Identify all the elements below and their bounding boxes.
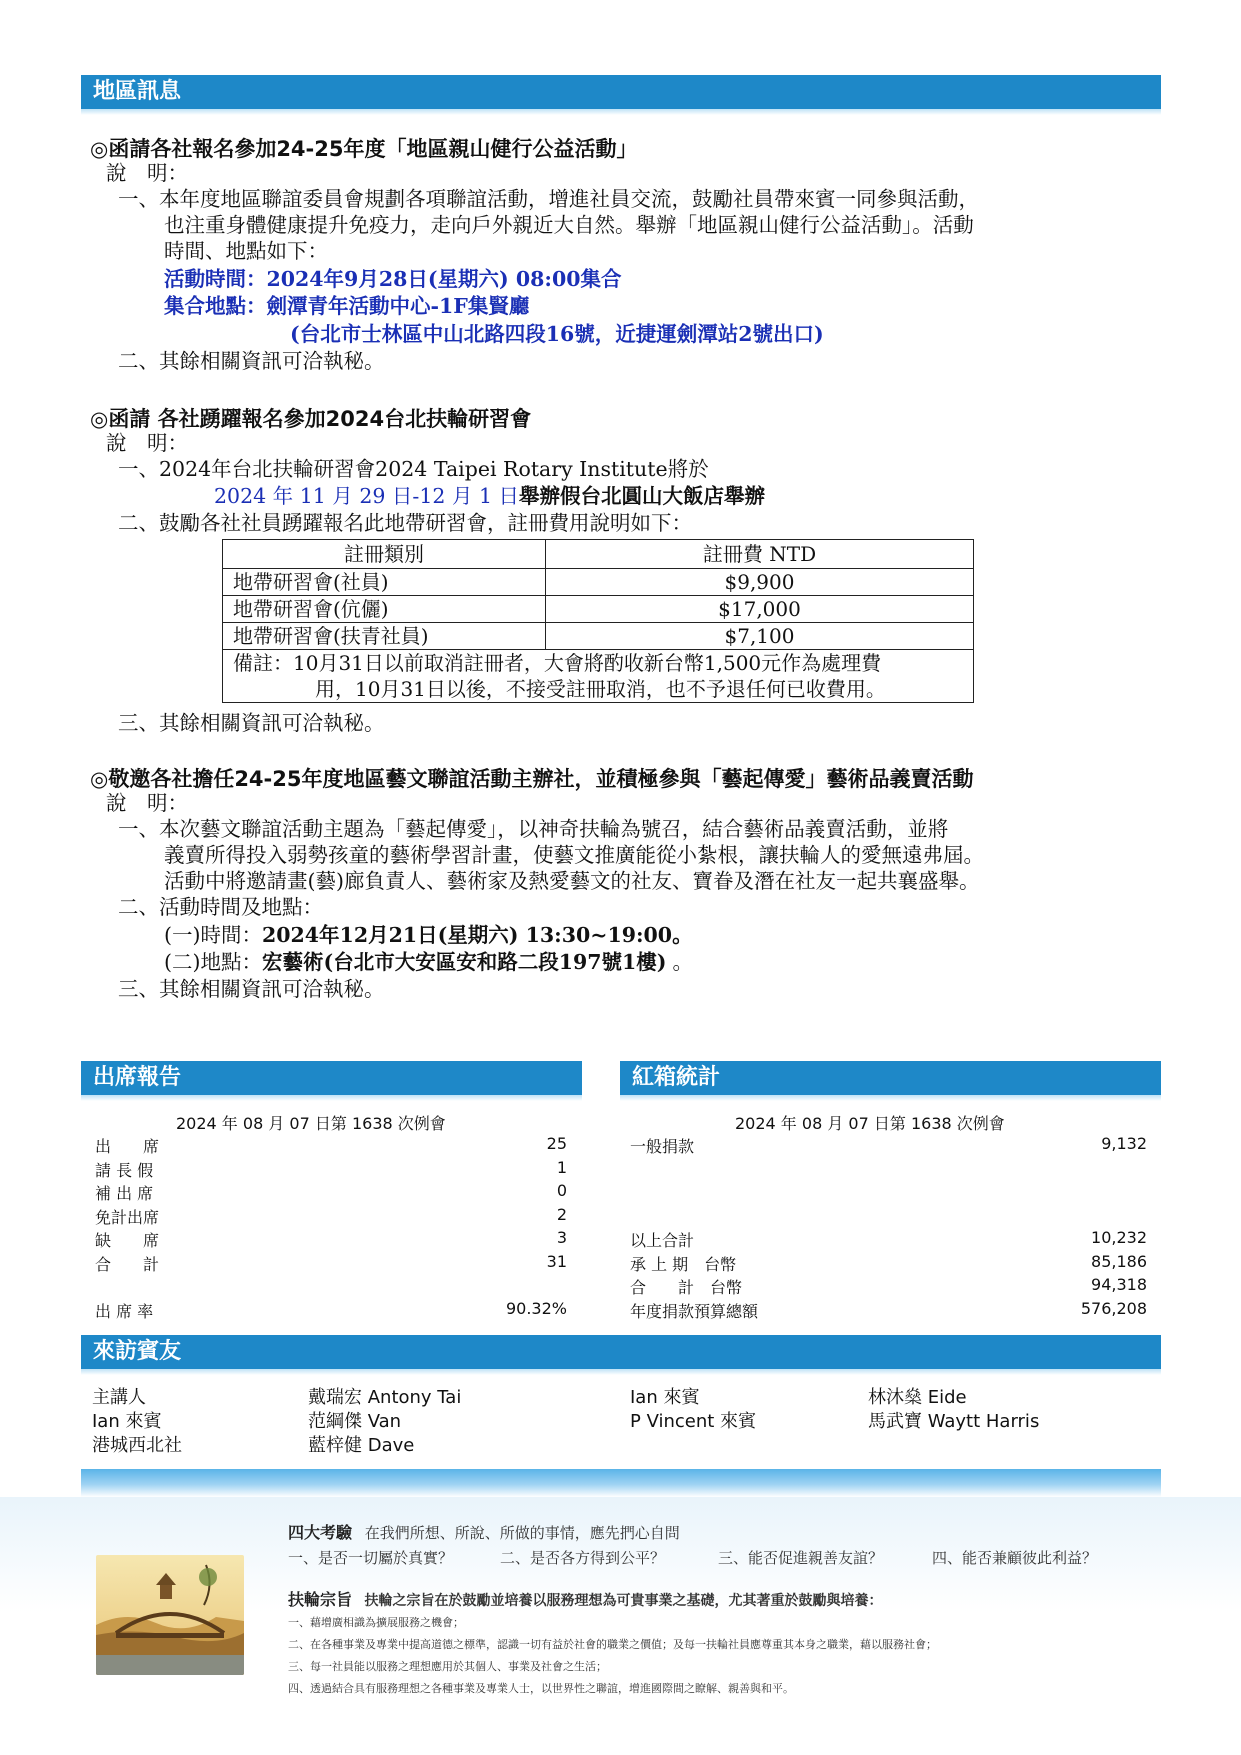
visitor-entry: 港城西北社 <box>92 1435 182 1456</box>
attendance-label: 補 出 席 <box>95 1184 154 1203</box>
redbox-prev-value: 85,186 <box>1091 1252 1147 1271</box>
visitor-entry: 戴瑞宏 Antony Tai <box>308 1387 462 1408</box>
visitor-entry: 范綱傑 Van <box>308 1411 402 1432</box>
four-way-test-item: 一、是否一切屬於真實？ <box>288 1549 454 1567</box>
fee-table <box>222 539 974 703</box>
visitors-header-title: 來訪賓友 <box>93 1339 182 1364</box>
table-row <box>223 569 974 596</box>
fee-head-type: 註冊類別 <box>223 540 546 569</box>
sec3-time <box>164 922 693 948</box>
attendance-value: 31 <box>546 1252 567 1271</box>
fee-value: $7,100 <box>546 623 974 650</box>
attendance-label: 缺 席 <box>95 1231 160 1250</box>
footer-band <box>81 1469 1161 1497</box>
sec3-place-value: 宏藝術(台北市大安區安和路二段197號1樓) <box>262 950 667 974</box>
visitor-entry: 主講人 <box>92 1387 146 1408</box>
sec1-address: (台北市士林區中山北路四段16號，近捷運劍潭站2號出口) <box>290 322 824 346</box>
attendance-label: 出 席 <box>95 1137 160 1156</box>
attendance-value: 1 <box>556 1158 567 1177</box>
fee-value: $17,000 <box>546 596 974 623</box>
news-header-bar <box>81 75 1161 109</box>
news-header-title: 地區訊息 <box>93 79 182 104</box>
attendance-value: 0 <box>556 1181 567 1200</box>
sec2-title: ◎函請 各社踴躍報名參加2024台北扶輪研習會 <box>90 407 532 431</box>
fee-value: $9,900 <box>546 569 974 596</box>
redbox-general-label: 一般捐款 <box>630 1137 695 1156</box>
fee-type: 地帶研習會(伉儷) <box>223 596 546 623</box>
visitor-entry: 藍梓健 Dave <box>308 1435 415 1456</box>
sec2-venue: 舉辦假台北圓山大飯店舉辦 <box>519 484 766 508</box>
visitor-entry: Ian 來賓 <box>92 1411 162 1432</box>
visitors-header-bar <box>81 1335 1161 1369</box>
attendance-value: 2 <box>556 1205 567 1224</box>
redbox-budget-value: 576,208 <box>1080 1299 1147 1318</box>
sec2-date: 2024 年 11 月 29 日-12 月 1 日 <box>214 484 520 508</box>
fee-head-fee: 註冊費 NTD <box>546 540 974 569</box>
redbox-subtotal-value: 10,232 <box>1091 1228 1147 1247</box>
sec2-line4: 三、其餘相關資訊可洽執秘。 <box>118 711 385 735</box>
rotary-object <box>288 1587 882 1610</box>
fee-type: 地帶研習會(扶青社員) <box>223 623 546 650</box>
sec3-place-end: 。 <box>672 950 693 974</box>
sec1-line1: 一、本年度地區聯誼委員會規劃各項聯誼活動，增進社員交流，鼓勵社員帶來賓一同參與活動， <box>118 187 979 211</box>
fee-type: 地帶研習會(社員) <box>223 569 546 596</box>
fee-note-line1: 備註：10月31日以前取消註冊者，大會將酌收新台幣1,500元作為處理費 <box>233 651 882 675</box>
four-way-test-desc: 在我們所想、所說、所做的事情，應先捫心自問 <box>364 1524 680 1542</box>
sec1-line3: 時間、地點如下： <box>164 239 328 263</box>
visitor-entry: 林沐燊 Eide <box>868 1387 967 1408</box>
redbox-total-value: 94,318 <box>1091 1275 1147 1294</box>
attendance-label: 合 計 <box>95 1255 160 1274</box>
attendance-label: 免計出席 <box>95 1208 160 1227</box>
sec3-desc: 說 明： <box>106 791 188 815</box>
table-row <box>223 623 974 650</box>
attendance-value: 3 <box>556 1228 567 1247</box>
visitor-entry: Ian 來賓 <box>630 1387 700 1408</box>
rotary-object-item: 二、在各種事業及專業中提高道德之標準，認識一切有益於社會的職業之價值；及每一扶輪社員應尊重其本身之職業，藉以服務社會； <box>288 1638 937 1651</box>
rotary-object-item: 三、每一社員能以服務之理想應用於其個人、事業及社會之生活； <box>288 1660 607 1673</box>
sec3-line5: 三、其餘相關資訊可洽執秘。 <box>118 977 385 1001</box>
fee-note-row <box>223 650 974 703</box>
rotary-object-item: 一、藉增廣相識為擴展服務之機會； <box>288 1616 464 1629</box>
attendance-rate-label: 出 席 率 <box>95 1302 154 1321</box>
sec1-desc: 說 明： <box>106 161 188 185</box>
sec3-place <box>164 949 693 975</box>
rotary-object-item: 四、透過結合具有服務理想之各種事業及專業人士，以世界性之聯誼，增進國際間之瞭解、親善與和平。 <box>288 1682 794 1695</box>
sec1-line4: 二、其餘相關資訊可洽執秘。 <box>118 349 385 373</box>
sec3-line3: 活動中將邀請畫(藝)廊負責人、藝術家及熱愛藝文的社友、寶眷及潛在社友一起共襄盛舉。 <box>164 869 980 893</box>
sec1-time: 活動時間：2024年9月28日(星期六) 08:00集合 <box>164 267 622 291</box>
four-way-test-item: 二、是否各方得到公平？ <box>500 1549 666 1567</box>
sec2-desc: 說 明： <box>106 431 188 455</box>
sec2-line1: 一、2024年台北扶輪研習會2024 Taipei Rotary Institute將於 <box>118 457 709 481</box>
redbox-general-value: 9,132 <box>1101 1134 1147 1153</box>
rotary-object-desc: 扶輪之宗旨在於鼓勵並培養以服務理想為可貴事業之基礎，尤其著重於鼓勵與培養： <box>364 1593 883 1609</box>
redbox-header-bar <box>620 1061 1161 1095</box>
attendance-header-title: 出席報告 <box>93 1065 182 1090</box>
rotary-object-title: 扶輪宗旨 <box>288 1590 353 1609</box>
sec1-title: ◎函請各社報名參加24-25年度「地區親山健行公益活動」 <box>90 137 638 161</box>
attendance-label: 請 長 假 <box>95 1161 154 1180</box>
sec3-line1: 一、本次藝文聯誼活動主題為「藝起傳愛」，以神奇扶輪為號召，結合藝術品義賣活動，並將 <box>118 817 949 841</box>
four-way-test-item: 三、能否促進親善友誼？ <box>718 1549 884 1567</box>
table-row <box>223 596 974 623</box>
redbox-subtotal-label: 以上合計 <box>630 1231 695 1250</box>
sec3-line2: 義賣所得投入弱勢孩童的藝術學習計畫，使藝文推廣能從小紮根，讓扶輪人的愛無遠弗屆。 <box>164 843 984 867</box>
sec3-line4: 二、活動時間及地點： <box>118 895 323 919</box>
visitor-entry: P Vincent 來賓 <box>630 1411 757 1432</box>
sec3-title: ◎敬邀各社擔任24-25年度地區藝文聯誼活動主辦社，並積極參與「藝起傳愛」藝術品義賣活動 <box>90 767 974 791</box>
redbox-budget-label: 年度捐款預算總額 <box>630 1302 759 1321</box>
attendance-date: 2024 年 08 月 07 日第 1638 次例會 <box>176 1114 446 1133</box>
four-way-test-item: 四、能否兼顧彼此利益？ <box>932 1549 1098 1567</box>
redbox-total-label: 合 計 台幣 <box>630 1278 743 1297</box>
fee-note <box>223 650 974 703</box>
redbox-prev-label: 承 上 期 台幣 <box>630 1255 737 1274</box>
redbox-date: 2024 年 08 月 07 日第 1638 次例會 <box>735 1114 1005 1133</box>
four-way-test <box>288 1520 680 1543</box>
fee-table-header <box>223 540 974 569</box>
sec3-place-label: (二)地點： <box>164 950 262 974</box>
sec2-line2 <box>214 483 765 509</box>
bridge-painting-icon <box>96 1555 244 1675</box>
visitor-entry: 馬武寶 Waytt Harris <box>868 1411 1040 1432</box>
sec1-line2: 也注重身體健康提升免疫力，走向戶外親近大自然。舉辦「地區親山健行公益活動」。活動 <box>164 213 974 237</box>
redbox-header-title: 紅箱統計 <box>632 1065 721 1090</box>
attendance-rate-value: 90.32% <box>505 1299 567 1318</box>
sec3-time-label: (一)時間： <box>164 923 262 947</box>
sec2-line3: 二、鼓勵各社社員踴躍報名此地帶研習會，註冊費用說明如下： <box>118 511 692 535</box>
fee-note-line2: 用，10月31日以後，不接受註冊取消，也不予退任何已收費用。 <box>315 677 886 701</box>
attendance-value: 25 <box>546 1134 567 1153</box>
sec3-time-value: 2024年12月21日(星期六) 13:30~19:00。 <box>262 923 693 947</box>
four-way-test-title: 四大考驗 <box>288 1523 353 1542</box>
sec1-place: 集合地點：劍潭青年活動中心-1F集賢廳 <box>164 294 530 318</box>
attendance-header-bar <box>81 1061 582 1095</box>
